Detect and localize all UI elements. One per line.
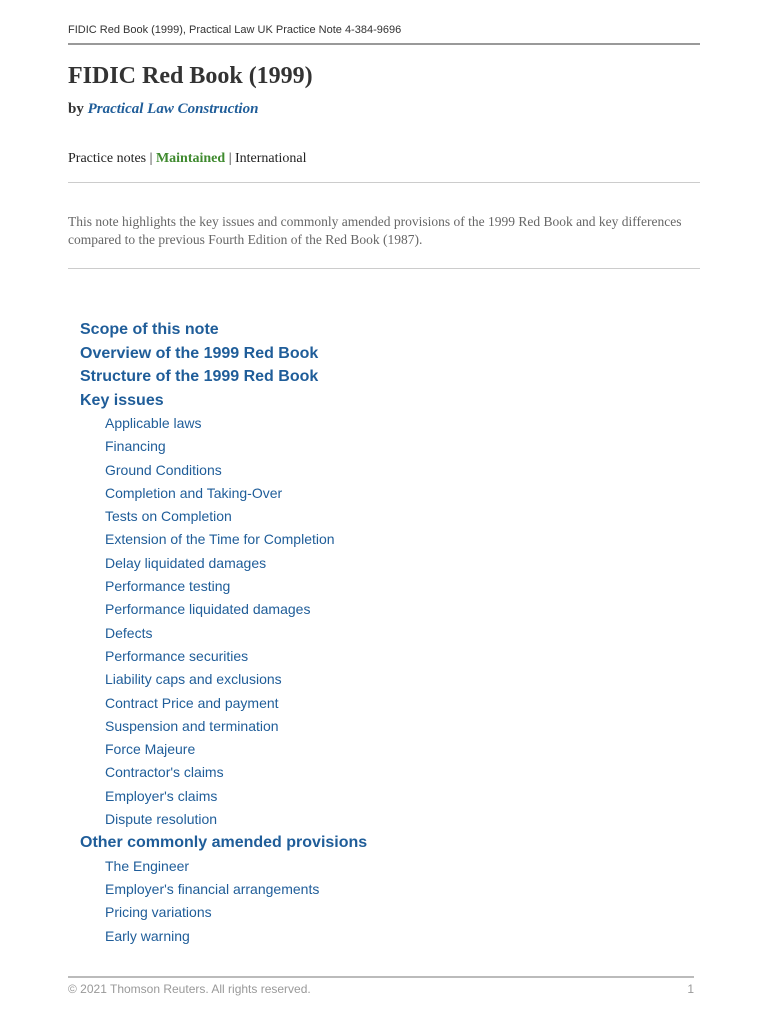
toc-subsection-link[interactable]: Completion and Taking-Over: [105, 484, 283, 501]
toc-subsection-link[interactable]: Pricing variations: [105, 904, 212, 921]
toc-item: [80, 668, 367, 691]
toc-item: [80, 645, 367, 668]
jurisdiction: International: [235, 151, 307, 166]
toc-subsection-link[interactable]: Delay liquidated damages: [105, 554, 267, 571]
toc-subsection-link[interactable]: Performance securities: [105, 647, 249, 664]
toc-subsection-link[interactable]: Liability caps and exclusions: [105, 671, 282, 688]
toc-section-link[interactable]: Structure of the 1999 Red Book: [80, 368, 319, 385]
toc-item: [80, 575, 367, 598]
author-link[interactable]: Practical Law Construction: [87, 101, 259, 117]
toc-subsection-link[interactable]: Financing: [105, 438, 166, 455]
toc-subsection-link[interactable]: Applicable laws: [105, 415, 202, 431]
toc-subsection-link[interactable]: Performance liquidated damages: [105, 601, 311, 618]
running-header: FIDIC Red Book (1999), Practical Law UK Practice Note 4-384-9696: [68, 24, 402, 36]
toc-subsection-link[interactable]: Employer's claims: [105, 787, 218, 804]
toc-subsection-link[interactable]: Contract Price and payment: [105, 694, 279, 711]
toc-item: [80, 435, 367, 458]
toc-subsection-link[interactable]: Defects: [105, 624, 153, 641]
toc-item: [80, 878, 367, 901]
toc-subsection-link[interactable]: Extension of the Time for Completion: [105, 531, 335, 548]
document-summary: This note highlights the key issues and commonly amended provisions of the 1999 Red Book and key differences compared to the previous Fourth Edition of the Red Book (1987).: [68, 214, 682, 247]
toc-item: [80, 505, 367, 528]
toc-item: [80, 598, 367, 621]
meta-separator: |: [228, 151, 232, 166]
page-number: 1: [687, 982, 694, 996]
toc-subsection-link[interactable]: Suspension and termination: [105, 717, 279, 734]
toc-item: [80, 412, 367, 435]
toc-item: [80, 528, 367, 551]
toc-subsection-link[interactable]: Performance testing: [105, 578, 231, 595]
toc-subsection-link[interactable]: Ground Conditions: [105, 461, 222, 478]
toc-item: [80, 925, 367, 948]
footer-divider: [68, 976, 694, 978]
toc-item: [80, 342, 367, 366]
toc-subsection-link[interactable]: Force Majeure: [105, 741, 196, 758]
toc-section-link[interactable]: Key issues: [80, 391, 164, 409]
toc-item: [80, 552, 367, 575]
toc-item: [80, 808, 367, 831]
toc-item: [80, 622, 367, 645]
resource-type: Practice notes: [68, 151, 147, 166]
copyright-notice: © 2021 Thomson Reuters. All rights reserved.: [68, 982, 311, 996]
toc-item: [80, 459, 367, 482]
toc-item: [80, 785, 367, 808]
toc-item: [80, 365, 367, 389]
by-label: by: [68, 101, 84, 117]
toc-subsection-link[interactable]: The Engineer: [105, 857, 190, 874]
header-divider: [68, 43, 700, 45]
table-of-contents: [80, 318, 367, 948]
toc-section-link[interactable]: Overview of the 1999 Red Book: [80, 344, 319, 362]
toc-section-link[interactable]: Scope of this note: [80, 321, 219, 338]
toc-subsection-link[interactable]: Employer's financial arrangements: [105, 881, 320, 898]
document-title: FIDIC Red Book (1999): [68, 63, 313, 89]
resource-meta: [68, 151, 307, 167]
toc-item: [80, 761, 367, 784]
toc-item: [80, 318, 367, 342]
toc-subsection-link[interactable]: Dispute resolution: [105, 811, 218, 828]
meta-divider: [68, 182, 700, 183]
toc-item: [80, 482, 367, 505]
toc-section-link[interactable]: Other commonly amended provisions: [80, 834, 368, 852]
toc-item: [80, 901, 367, 924]
toc-item: [80, 831, 367, 855]
toc-item: [80, 389, 367, 413]
toc-item: [80, 715, 367, 738]
toc-subsection-link[interactable]: Early warning: [105, 927, 190, 944]
toc-subsection-link[interactable]: Contractor's claims: [105, 764, 224, 781]
status-badge: Maintained: [155, 151, 226, 166]
summary-divider: [68, 268, 700, 269]
toc-item: [80, 738, 367, 761]
meta-separator: |: [149, 151, 153, 166]
toc-item: [80, 692, 367, 715]
toc-subsection-link[interactable]: Tests on Completion: [105, 508, 232, 525]
toc-item: [80, 855, 367, 878]
byline: [68, 101, 258, 118]
